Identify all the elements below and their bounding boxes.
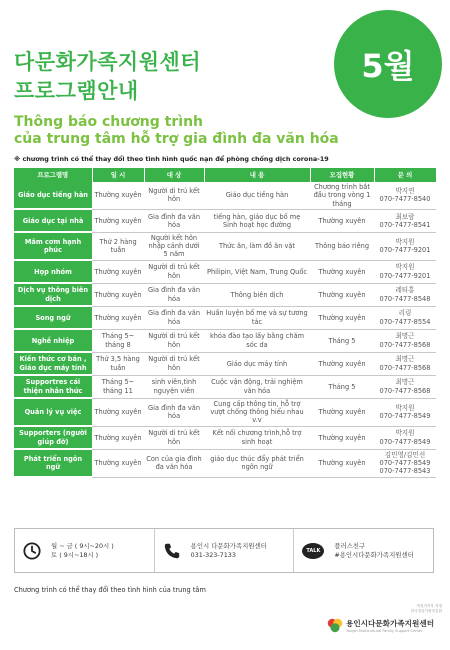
cell-time: Thứ 3,5 hàng tuần (92, 352, 144, 375)
cell-content: Kết nối chương trình,hỗ trợ sinh hoạt (204, 426, 310, 449)
cell-contact: 최보람 070-7477-8541 (374, 209, 436, 232)
cell-content: giáo dục thúc đẩy phát triển ngôn ngữ (204, 449, 310, 477)
month-badge: 5월 (334, 10, 442, 118)
cell-target: Người di trú kết hôn (144, 352, 204, 375)
table-row (14, 449, 436, 477)
cell-status: Thường xuyên (310, 283, 374, 306)
cell-program: Nghề nhiệp (14, 329, 92, 352)
cell-status: Thường xuyên (310, 449, 374, 477)
cell-target: Gia đình đa văn hóa (144, 306, 204, 329)
title-vietnamese-line1: Thông báo chương trình (14, 114, 203, 130)
center-logo (326, 604, 442, 640)
program-table (14, 168, 437, 478)
header-program: 프로그램명 (14, 168, 92, 182)
hours-saturday: 토 ( 9시~18시 ) (51, 550, 99, 559)
cell-time: Thứ 2 hàng tuần (92, 232, 144, 260)
cell-status: Thường xuyên (310, 426, 374, 449)
header-target: 대 상 (144, 168, 204, 182)
cell-time: Tháng 5~ tháng 8 (92, 329, 144, 352)
cell-contact: 박지원 070-7477-8549 (374, 426, 436, 449)
cell-content: tiếng hàn, giáo dục bố mẹ Sinh hoạt học đường (204, 209, 310, 232)
kakaotalk-cell (294, 529, 433, 572)
phone-cell (155, 529, 295, 572)
cell-contact: 박지원 070-7477-8549 (374, 398, 436, 426)
cell-content: Giáo dục tiếng hàn (204, 182, 310, 209)
cell-time: Thường xuyên (92, 209, 144, 232)
cell-status: Thường xuyên (310, 306, 374, 329)
table-row (14, 209, 436, 232)
contact-footer (14, 528, 434, 573)
table-row (14, 283, 436, 306)
cell-contact: 최명근 070-7477-8568 (374, 329, 436, 352)
table-row (14, 232, 436, 260)
logo-mark-icon (326, 616, 344, 634)
hours-weekday: 월 ~ 금 ( 9시~20시 ) (51, 541, 114, 550)
table-row (14, 329, 436, 352)
cell-status: Thường xuyên (310, 209, 374, 232)
cell-program: Giáo dục tiếng hàn (14, 182, 92, 209)
title-korean-line1: 다문화가족지원센터 (14, 50, 202, 74)
notice-text: ※ chương trình có thể thay đổi theo tình hình quốc nạn để phòng chống dịch corona-19 (14, 155, 329, 163)
header-contact: 문 의 (374, 168, 436, 182)
cell-content: Philipin, Việt Nam, Trung Quốc (204, 260, 310, 283)
table-header-row (14, 168, 436, 182)
logo-english-name: Yongin Multicultural Family Support Center (346, 629, 423, 633)
cell-time: Thường xuyên (92, 449, 144, 477)
cell-time: Thường xuyên (92, 260, 144, 283)
cell-program: Phát triển ngôn ngữ (14, 449, 92, 477)
cell-program: Quản lý vụ việc (14, 398, 92, 426)
logo-name: 용인시다문화가족지원센터 (346, 619, 435, 628)
cell-program: Dịch vụ thông biên dịch (14, 283, 92, 306)
cell-content: Cuộc vận động, trải nghiệm văn hóa (204, 375, 310, 398)
logo-designation (326, 604, 442, 614)
cell-content: khóa đào tạo lấy bằng chăm sóc da (204, 329, 310, 352)
cell-contact: 최명근 070-7477-8568 (374, 375, 436, 398)
title-vietnamese (14, 114, 339, 148)
cell-content: Thông biên dịch (204, 283, 310, 306)
table-row (14, 182, 436, 209)
table-row (14, 260, 436, 283)
cell-status: Thường xuyên (310, 260, 374, 283)
cell-contact: 박지원 070-7477-9201 (374, 260, 436, 283)
talk-icon: TALK (302, 543, 324, 559)
plus-friend-id[interactable]: #용인시다문화가족지원센터 (334, 550, 414, 559)
cell-target: Người di trú kết hôn (144, 182, 204, 209)
cell-target: Gia đình đa văn hóa (144, 209, 204, 232)
cell-time: Thường xuyên (92, 398, 144, 426)
table-row (14, 398, 436, 426)
cell-status: Thường xuyên (310, 398, 374, 426)
cell-content: Cung cấp thông tin, hỗ trợ vượt chống thông hiểu nhau v.v (204, 398, 310, 426)
cell-program: Kiến thức cơ bản , Giáo dục máy tính (14, 352, 92, 375)
center-name: 용인시 다문화가족지원센터 (190, 541, 267, 550)
cell-target: Con của gia đình đa văn hóa (144, 449, 204, 477)
cell-status: Tháng 5 (310, 329, 374, 352)
table-row (14, 426, 436, 449)
cell-contact: 김민영/김민선 070-7477-8549 070-7477-8543 (374, 449, 436, 477)
title-korean-line2: 프로그램안내 (14, 79, 139, 103)
hours-cell (15, 529, 155, 572)
cell-time: Thường xuyên (92, 306, 144, 329)
cell-time: Thường xuyên (92, 426, 144, 449)
table-row (14, 352, 436, 375)
plus-friend-label: 플러스친구 (334, 541, 366, 550)
cell-content: Giáo dục máy tính (204, 352, 310, 375)
cell-program: Supportres cái thiện nhân thức (14, 375, 92, 398)
cell-program: Supporters (người giúp đỡ) (14, 426, 92, 449)
cell-program: Giáo dục tại nhà (14, 209, 92, 232)
logo-designation-line1: 여성가족부 지정 (416, 604, 442, 608)
cell-contact: 리링 070-7477-8554 (374, 306, 436, 329)
logo-designation-line2: 한국건강가정진흥원 (410, 609, 442, 613)
cell-target: sinh viên,tình nguyện viên (144, 375, 204, 398)
title-vietnamese-line2: của trung tâm hỗ trợ gia đình đa văn hóa (14, 131, 339, 147)
cell-program: Họp nhóm (14, 260, 92, 283)
cell-time: Thường xuyên (92, 182, 144, 209)
cell-target: Người di trú kết hôn (144, 260, 204, 283)
cell-program: Mâm cơm hạnh phúc (14, 232, 92, 260)
header-time: 일 시 (92, 168, 144, 182)
cell-target: Gia đình đa văn hóa (144, 398, 204, 426)
cell-contact: 최명근 070-7477-8568 (374, 352, 436, 375)
cell-status: Thông báo riêng (310, 232, 374, 260)
cell-time: Tháng 5~ tháng 11 (92, 375, 144, 398)
cell-content: Huấn luyện bố mẹ và sự tương tác (204, 306, 310, 329)
phone-number[interactable]: 031-323-7133 (190, 550, 236, 559)
cell-contact: 박지원 070-7477-9201 (374, 232, 436, 260)
cell-time: Thường xuyên (92, 283, 144, 306)
cell-target: Người di trú kết hôn (144, 329, 204, 352)
table-row (14, 375, 436, 398)
cell-status: Thường xuyên (310, 352, 374, 375)
cell-status: Chương trình bắt đầu trong vòng 1 tháng (310, 182, 374, 209)
phone-icon (163, 542, 181, 560)
cell-target: Người kết hôn nhập cảnh dưới 5 năm (144, 232, 204, 260)
bottom-note: Chương trình có thể thay đổi theo tình hình của trung tâm (14, 586, 206, 594)
table-row (14, 306, 436, 329)
clock-icon (23, 542, 41, 560)
cell-target: Gia đình đa văn hóa (144, 283, 204, 306)
title-korean (14, 48, 201, 106)
cell-contact: 레티홍 070-7477-8548 (374, 283, 436, 306)
cell-contact: 박지연 070-7477-8540 (374, 182, 436, 209)
header-content: 내 용 (204, 168, 310, 182)
cell-content: Thức ăn, làm đồ ăn vặt (204, 232, 310, 260)
header-status: 모집현황 (310, 168, 374, 182)
cell-target: Người di trú kết hôn (144, 426, 204, 449)
cell-status: Tháng 5 (310, 375, 374, 398)
cell-program: Song ngữ (14, 306, 92, 329)
